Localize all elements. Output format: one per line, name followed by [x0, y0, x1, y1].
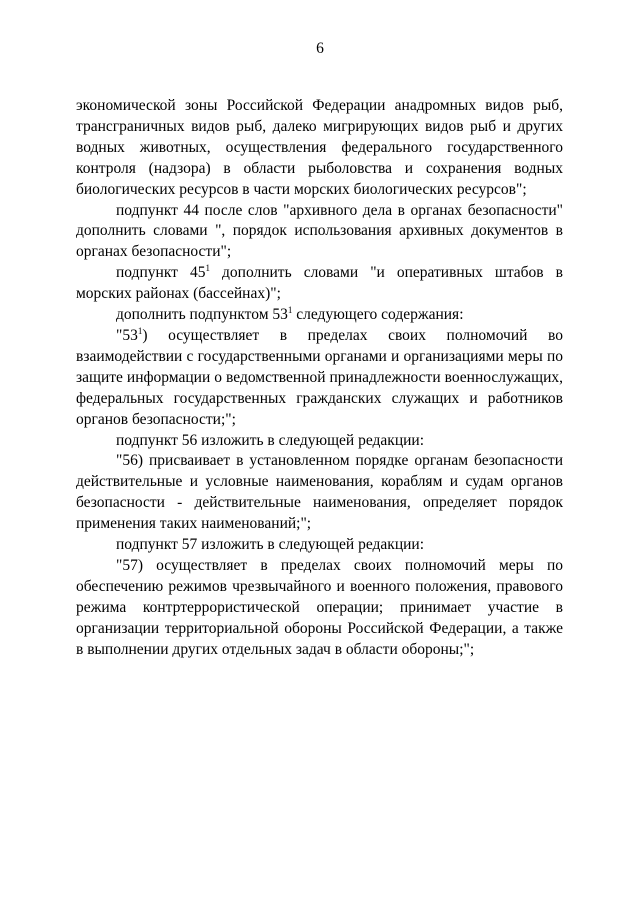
- paragraph-zone-continuation: экономической зоны Российской Федерации анадромных видов рыб, трансграничных видов рыб, далеко мигрирующих видов рыб и других водных животных, осуществления федерального государственного контроля (надзора) в области рыболовства и сохранения водных биологических ресурсов в части морских биологических ресурсов";: [76, 97, 563, 198]
- paragraph-text-end: следующего содержания:: [292, 306, 464, 324]
- paragraph-text-start: подпункт 45: [116, 264, 206, 282]
- paragraph-text-start: дополнить подпунктом 53: [116, 306, 288, 324]
- paragraph-subpoint-56-text: "56) присваивает в установленном порядке органам безопасности действительные и условные наименования, кораблям и судам органов безопасности - действительные наименования, определяет порядок применения таких наименований;";: [76, 452, 563, 533]
- paragraph-subpoint-56-intro: подпункт 56 изложить в следующей редакции:: [116, 431, 425, 449]
- page-number: 6: [316, 40, 324, 57]
- paragraph-subpoint-57-text: "57) осуществляет в пределах своих полномочий меры по обеспечению режимов чрезвычайного и военного положения, правового режима контртеррористической операции; принимает участие в организации территориальной обороны Российской Федерации, а также в выполнении других отдельных задач в области обороны;";: [76, 556, 563, 658]
- paragraph-subpoint-53-1-text: [76, 326, 563, 431]
- superscript: 1: [205, 263, 210, 274]
- paragraph-text-start: "53: [116, 326, 138, 344]
- paragraph-subpoint-45-1: [76, 263, 563, 305]
- paragraph-subpoint-57-intro: подпункт 57 изложить в следующей редакции:: [116, 536, 425, 554]
- superscript: 1: [287, 305, 293, 316]
- superscript: 1: [137, 325, 143, 336]
- paragraph-text-end: ) осуществляет в пределах своих полномочий во взаимодействии с государственными органами и организациями меры по защите информации о ведомственной принадлежности военнослужащих, федеральных государственных гражданских служащих и работников органов безопасности;";: [76, 326, 563, 428]
- paragraph-text-end: дополнить словами "и оперативных штабов в морских районах (бассейнах)";: [76, 264, 563, 303]
- paragraph-add-subpoint-53-1: [76, 305, 563, 326]
- paragraph-subpoint-44: подпункт 44 после слов "архивного дела в органах безопасности" дополнить словами ", порядок использования архивных документов в органах безопасности";: [76, 201, 563, 261]
- document-body: [76, 96, 563, 660]
